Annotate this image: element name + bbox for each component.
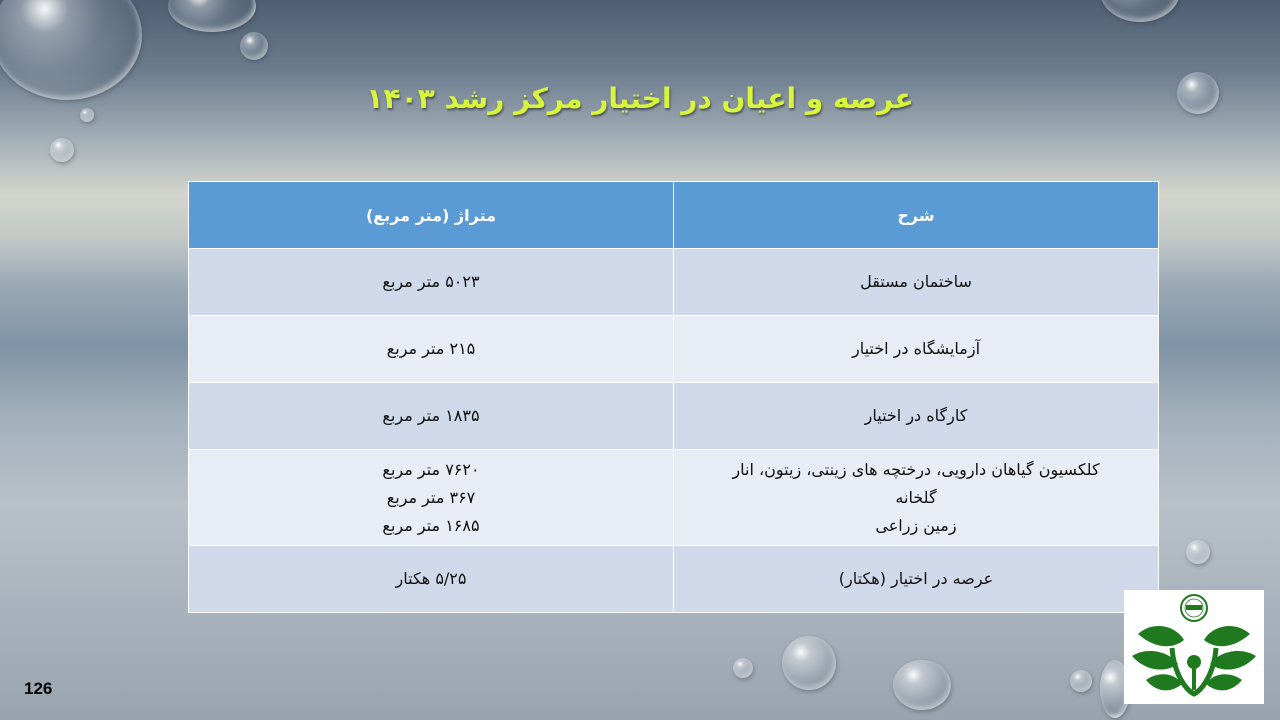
table-row (189, 546, 1159, 613)
row-description: ساختمان مستقل (674, 249, 1159, 316)
jihad-agriculture-logo (1124, 590, 1264, 704)
row-area: ۵۰۲۳ متر مربع (189, 249, 674, 316)
row-area: ۱۸۳۵ متر مربع (189, 383, 674, 450)
water-bubble (1186, 540, 1210, 564)
water-bubble (50, 138, 74, 162)
water-bubble (893, 660, 951, 710)
row-area: ۵/۲۵ هکتار (189, 546, 674, 613)
row-description: آزمایشگاه در اختیار (674, 316, 1159, 383)
slide-title: عرصه و اعیان در اختیار مرکز رشد ۱۴۰۳ (366, 82, 914, 115)
row-description: کلکسیون گیاهان دارویی، درختچه های زینتی، زیتون، انار گلخانه زمین زراعی (674, 450, 1159, 546)
table-header-row (189, 182, 1159, 249)
water-bubble (1070, 670, 1092, 692)
row-description: عرصه در اختیار (هکتار) (674, 546, 1159, 613)
row-area: ۲۱۵ متر مربع (189, 316, 674, 383)
table-row (189, 316, 1159, 383)
header-description: شرح (674, 182, 1159, 249)
row-area: ۷۶۲۰ متر مربع ۳۶۷ متر مربع ۱۶۸۵ متر مربع (189, 450, 674, 546)
logo-icon (1124, 590, 1264, 704)
water-bubble (1100, 0, 1180, 22)
row-description: کارگاه در اختیار (674, 383, 1159, 450)
water-bubble (733, 658, 753, 678)
area-table (188, 181, 1159, 613)
header-area: متراژ (متر مربع) (189, 182, 674, 249)
table-row (189, 450, 1159, 546)
table-row (189, 249, 1159, 316)
water-bubble (240, 32, 268, 60)
water-bubble (168, 0, 256, 32)
water-bubble (782, 636, 836, 690)
page-number: 126 (24, 679, 53, 698)
table-row (189, 383, 1159, 450)
